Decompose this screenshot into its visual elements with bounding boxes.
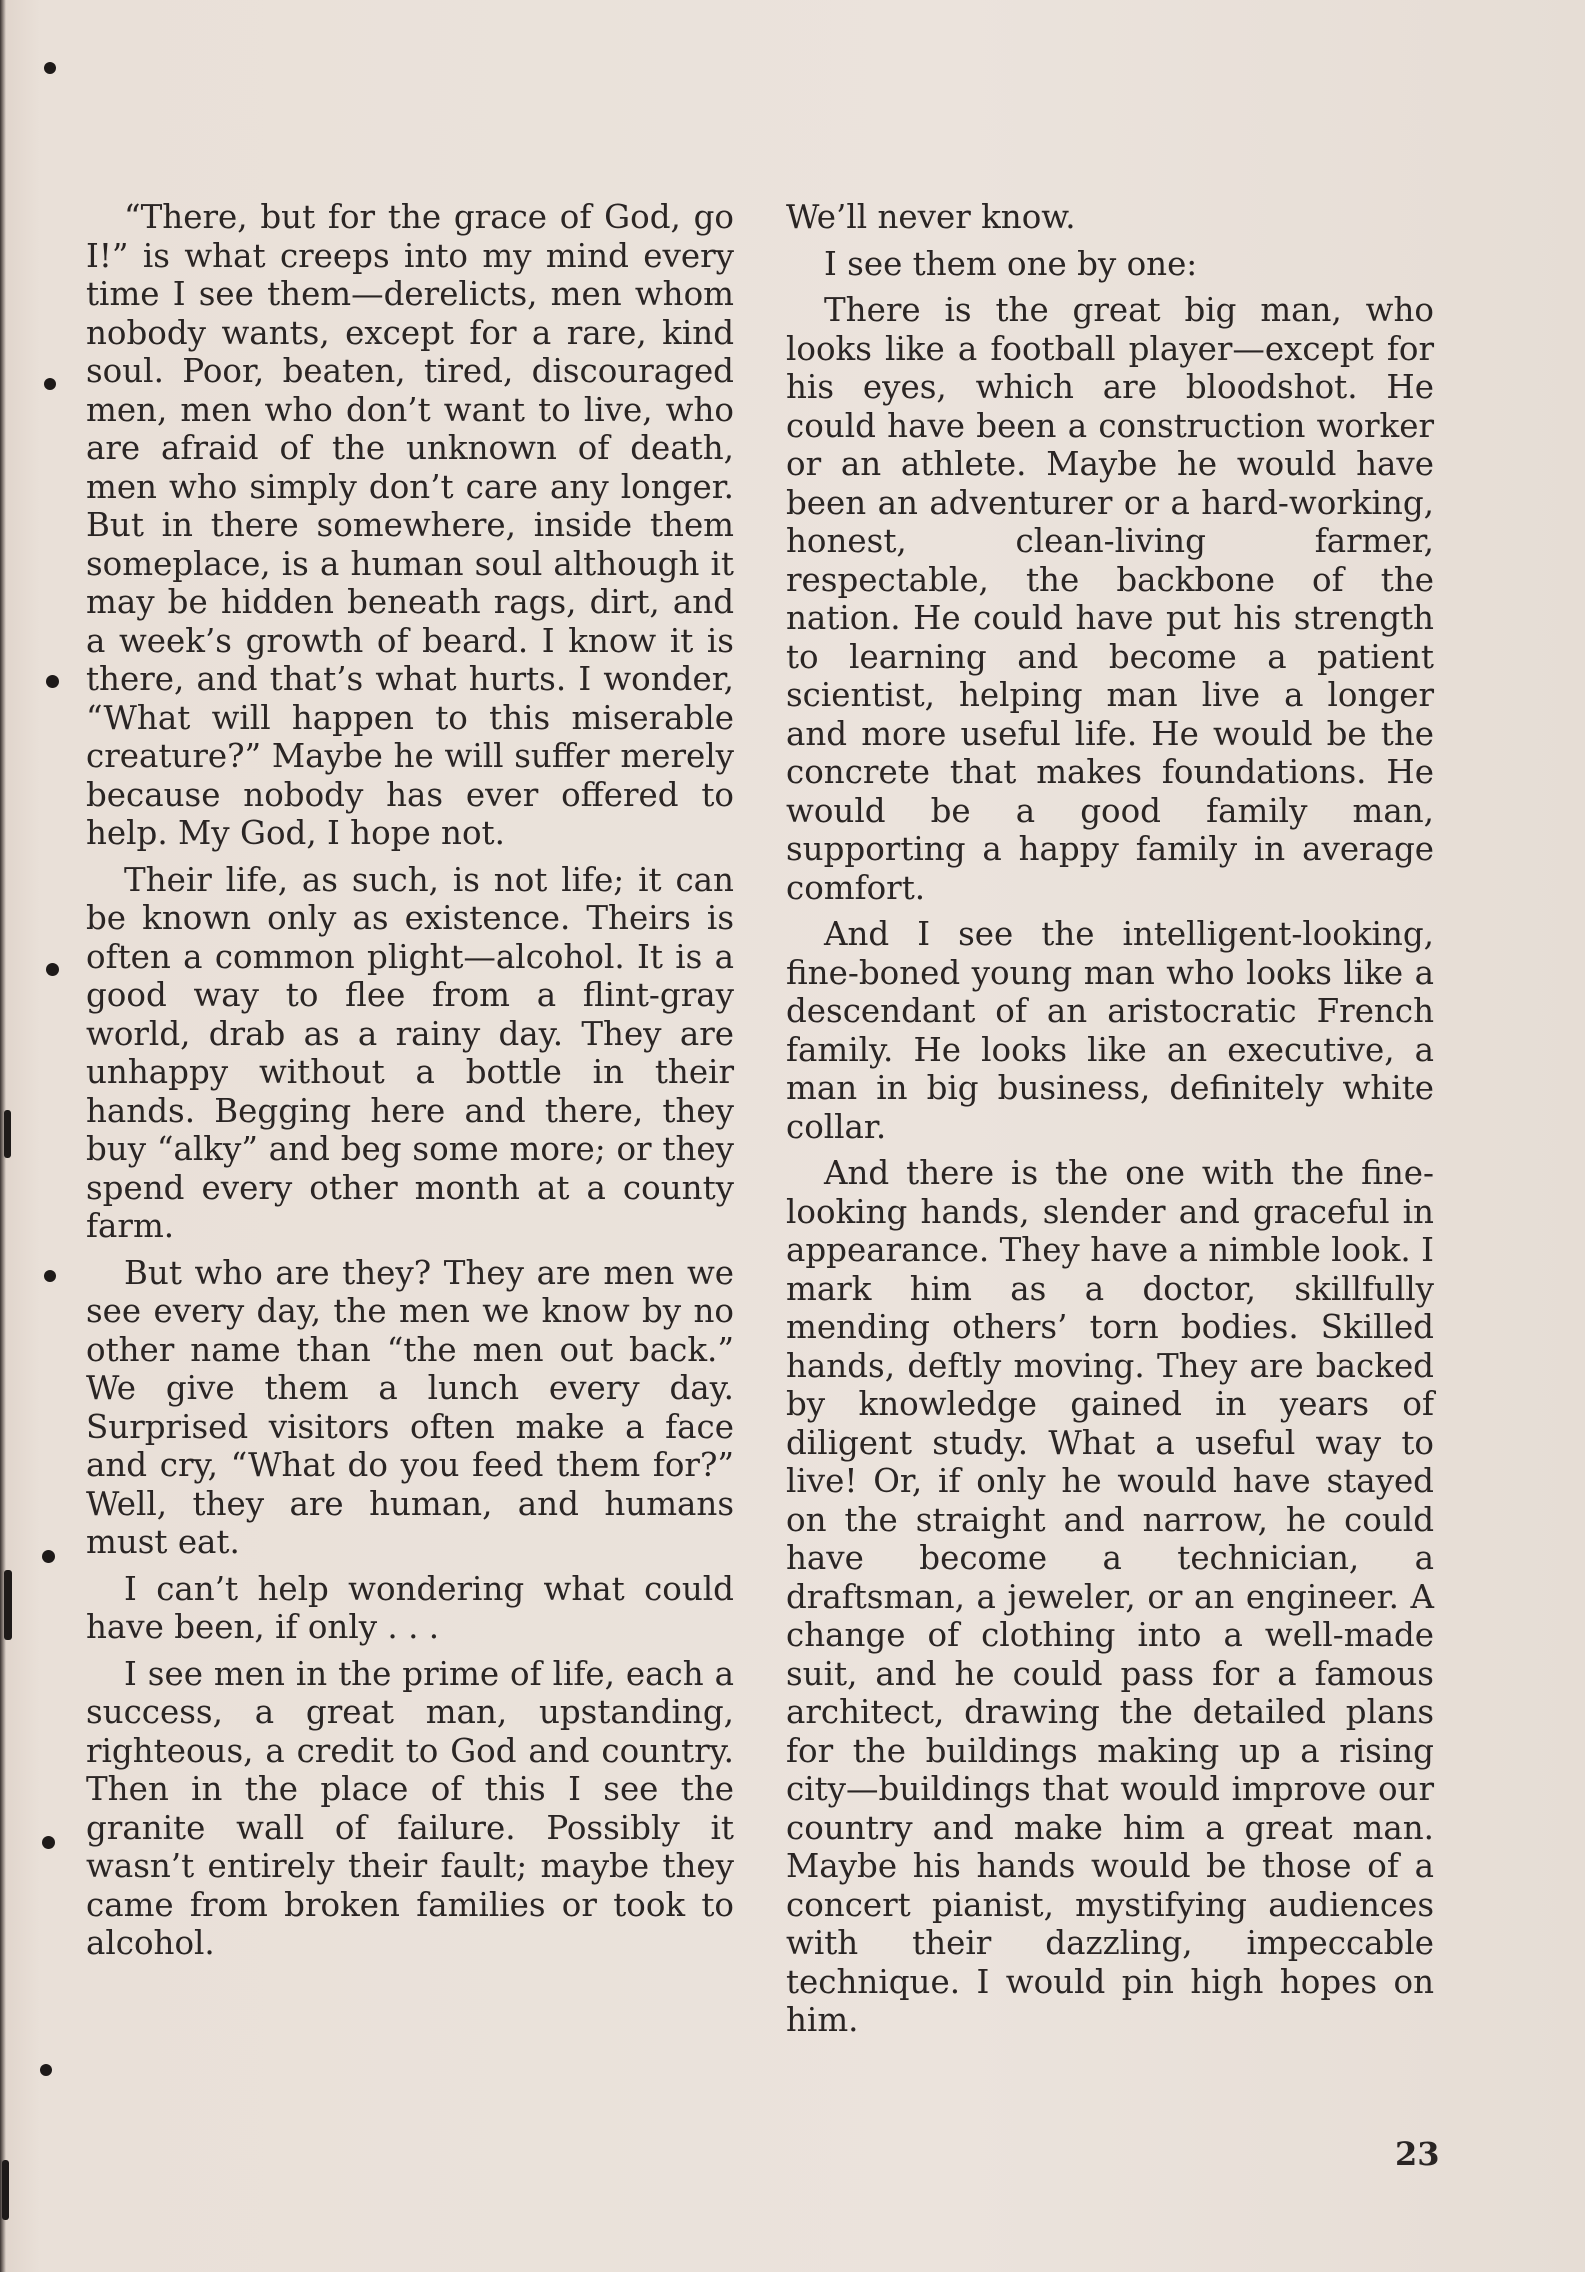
paragraph: And I see the intelligent-looking, fine-boned young man who looks like a descendant of an aristocratic French family. He looks like an executive, a man in big business, definitely white collar. bbox=[786, 915, 1434, 1146]
paragraph: We’ll never know. bbox=[786, 198, 1076, 236]
binding-holes bbox=[0, 0, 70, 2272]
page-number: 23 bbox=[1395, 2135, 1440, 2173]
paragraph: But who are they? They are men we see every day, the men we know by no other name than “the men out back.” We give them a lunch every day. Surprised visitors often make a face and cry, “What do you feed them for?” Well, they are human, and humans must eat. bbox=[86, 1253, 734, 1561]
paragraph: I can’t help wondering what could have been, if only . . . bbox=[86, 1569, 734, 1646]
paragraph: There is the great big man, who looks like a football player—except for his eyes, which are bloodshot. He could have been a construction worker or an athlete. Maybe he would have been an adventurer or a hard-working, honest, clean-living farmer, respectable, the backbone of the nation. He could have put his strength to learning and become a patient scientist, helping man live a longer and more useful life. He would be the concrete that makes foundations. He would be a good family man, supporting a happy family in average comfort. bbox=[786, 291, 1434, 907]
binding-hole bbox=[46, 675, 59, 688]
binding-hole bbox=[4, 1110, 11, 1158]
paragraph: Their life, as such, is not life; it can be known only as existence. Theirs is often a common plight—alcohol. It is a good way to flee from a flint-gray world, drab as a rainy day. They are unhappy without a bottle in their hands. Begging here and there, they buy “alky” and beg some more; or they spend every other month at a county farm. bbox=[86, 860, 734, 1245]
binding-hole bbox=[44, 378, 56, 390]
binding-hole bbox=[44, 62, 56, 74]
paragraph: “There, but for the grace of God, go I!” is what creeps into my mind every time I see them—derelicts, men whom nobody wants, except for a rare, kind soul. Poor, beaten, tired, discouraged men, men who don’t want to live, who are afraid of the unknown of death, men who simply don’t care any longer. But in there somewhere, inside them someplace, is a human soul although it may be hidden beneath rags, dirt, and a week’s growth of beard. I know it is there, and that’s what hurts. I wonder, “What will happen to this miserable creature?” Maybe he will suffer merely because nobody has ever offered to help. My God, I hope not. bbox=[86, 198, 734, 852]
binding-hole bbox=[42, 1836, 55, 1849]
binding-hole bbox=[42, 1550, 55, 1563]
right-column bbox=[786, 198, 1434, 2048]
left-column bbox=[86, 198, 734, 1971]
binding-hole bbox=[4, 1570, 12, 1640]
paragraph: I see men in the prime of life, each a success, a great man, upstanding, righteous, a credit to God and country. Then in the place of this I see the granite wall of failure. Possibly it wasn’t entirely their fault; maybe they came from broken families or took to alcohol. bbox=[86, 1654, 734, 1962]
paragraph: I see them one by one: bbox=[824, 244, 1198, 283]
paragraph: And there is the one with the fine-looking hands, slender and graceful in appearance. They have a nimble look. I mark him as a doctor, skillfully mending others’ torn bodies. Skilled hands, deftly moving. They are backed by knowledge gained in years of diligent study. What a useful way to live! Or, if only he would have stayed on the straight and narrow, he could have become a technician, a draftsman, a jeweler, or an engineer. A change of clothing into a well-made suit, and he could pass for a famous architect, drawing the detailed plans for the buildings making up a rising city—buildings that would improve our country and make him a great man. Maybe his hands would be those of a concert pianist, mystifying audiences with their dazzling, impeccable technique. I would pin high hopes on him. bbox=[786, 1154, 1434, 2039]
binding-hole bbox=[44, 1270, 56, 1282]
binding-hole bbox=[2, 2160, 9, 2220]
binding-hole bbox=[40, 2064, 52, 2076]
binding-hole bbox=[46, 963, 59, 976]
